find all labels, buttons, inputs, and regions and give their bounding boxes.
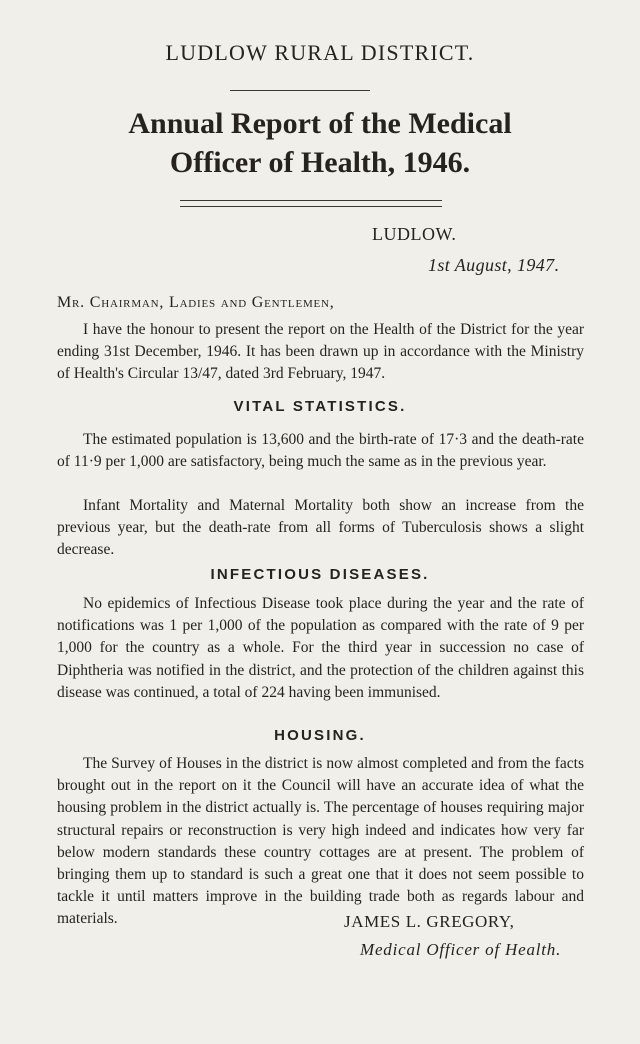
signature-name: JAMES L. GREGORY, (344, 912, 515, 931)
section-heading-infectious-diseases: INFECTIOUS DISEASES. (210, 566, 430, 583)
title-line-2: Officer of Health, 1946. (169, 146, 471, 179)
vital-statistics-paragraph-1: The estimated population is 13,600 and the birth-rate of 17·3 and the death-rate of 11·9 per 1,000 are satisfactory, being much the same as in the previous year. (57, 431, 584, 471)
section-heading-vital-statistics: VITAL STATISTICS. (233, 398, 407, 415)
title-rule-lower (180, 206, 442, 207)
letter-date: 1st August, 1947. (428, 255, 560, 275)
report-title (0, 104, 640, 182)
title-line-1: Annual Report of the Medical (128, 107, 512, 140)
letter-place: LUDLOW. (372, 224, 457, 244)
title-rule-upper (180, 200, 442, 201)
section-heading-housing: HOUSING. (274, 727, 366, 744)
housing-paragraph: The Survey of Houses in the district is now almost completed and from the facts brought out in the report on it the Council will have an accurate idea of what the housing problem in the district actually is. The percentage of houses requiring major structural repairs or reconstruction is very high indeed and indicates how very far below modern standards these country cottages are at present. The problem of bringing them up to standard is such a great one that it does not seem possible to tackle it until matters improve in the building trade both as regards labour and materials. (57, 755, 584, 928)
salutation: Mr. Chairman, Ladies and Gentlemen, (57, 294, 335, 311)
vital-statistics-paragraph-2: Infant Mortality and Maternal Mortality both show an increase from the previous year, but the death-rate from all forms of Tuberculosis shows a slight decrease. (57, 497, 584, 559)
signature-title: Medical Officer of Health. (360, 940, 562, 959)
district-heading: LUDLOW RURAL DISTRICT. (165, 40, 475, 65)
ornamental-rule (230, 90, 370, 91)
intro-paragraph: I have the honour to present the report on the Health of the District for the year ending 31st December, 1946. It has been drawn up in accordance with the Ministry of Health's Circular 13/47, dated 3rd February, 1947. (57, 321, 584, 383)
infectious-diseases-paragraph: No epidemics of Infectious Disease took place during the year and the rate of notifications was 1 per 1,000 of the population as compared with the rate of 9 per 1,000 for the country as a whole. For the third year in succession no case of Diphtheria was notified in the district, and the protection of the children against this disease was continued, a total of 224 having been immunised. (57, 595, 584, 701)
